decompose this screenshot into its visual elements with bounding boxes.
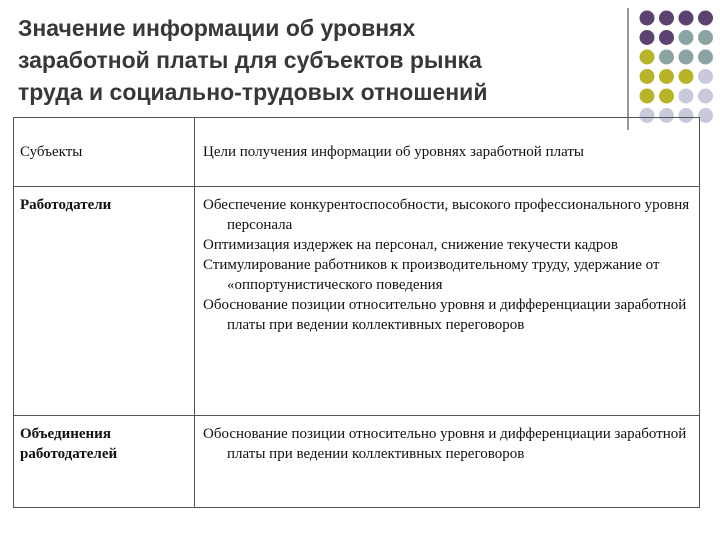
decorative-dot (698, 50, 713, 65)
goal-item: Оптимизация издержек на персонал, снижение текучести кадров (203, 237, 618, 253)
decorative-dot (698, 108, 713, 123)
table-header-row (14, 118, 700, 187)
header-goals-text: Цели получения информации об уровнях заработной платы (203, 144, 584, 160)
decorative-dot (659, 69, 674, 84)
wage-information-table (13, 117, 700, 508)
decorative-dot (679, 30, 694, 45)
decorative-dot (640, 11, 655, 26)
header-cell-subjects (14, 118, 195, 187)
decorative-dot-grid (0, 0, 720, 130)
slide-title-line-2: заработной платы для субъектов рынка (18, 47, 482, 73)
header-cell-goals (195, 118, 700, 187)
subject-cell (14, 187, 195, 416)
subject-employers: Работодатели (20, 197, 112, 213)
subject-employer-associations: Объединения работодателей (20, 426, 118, 462)
goals-cell (195, 187, 700, 416)
decorative-dot (698, 11, 713, 26)
slide-title-line-1: Значение информации об уровнях (18, 15, 416, 41)
goal-item: Обеспечение конкурентоспособности, высокого профессионального уровня персонала (203, 197, 690, 233)
decorative-dot (679, 11, 694, 26)
goals-cell (195, 416, 700, 508)
header-subjects-text: Субъекты (20, 144, 83, 160)
decorative-dot (640, 69, 655, 84)
decorative-dot (659, 89, 674, 104)
decorative-dot (659, 11, 674, 26)
slide-title-line-3: труда и социально-трудовых отношений (18, 79, 488, 105)
decorative-dot (679, 89, 694, 104)
decorative-dot (640, 30, 655, 45)
table-row (14, 416, 700, 508)
goal-item: Обоснование позиции относительно уровня и дифференциации заработной платы при ведении коллективных переговоров (203, 426, 687, 462)
decorative-dot (640, 89, 655, 104)
decorative-dot (659, 30, 674, 45)
table-row (14, 187, 700, 416)
decorative-dot (679, 69, 694, 84)
decorative-dot (679, 50, 694, 65)
decorative-dot (698, 69, 713, 84)
goal-item: Обоснование позиции относительно уровня и дифференциации заработной платы при ведении коллективных переговоров (203, 297, 687, 333)
goal-item: Стимулирование работников к производительному труду, удержание от «оппортунистического поведения (203, 257, 660, 293)
decorative-dot (698, 89, 713, 104)
subject-cell (14, 416, 195, 508)
decorative-dot (698, 30, 713, 45)
decorative-dot (640, 50, 655, 65)
decorative-dot (659, 50, 674, 65)
